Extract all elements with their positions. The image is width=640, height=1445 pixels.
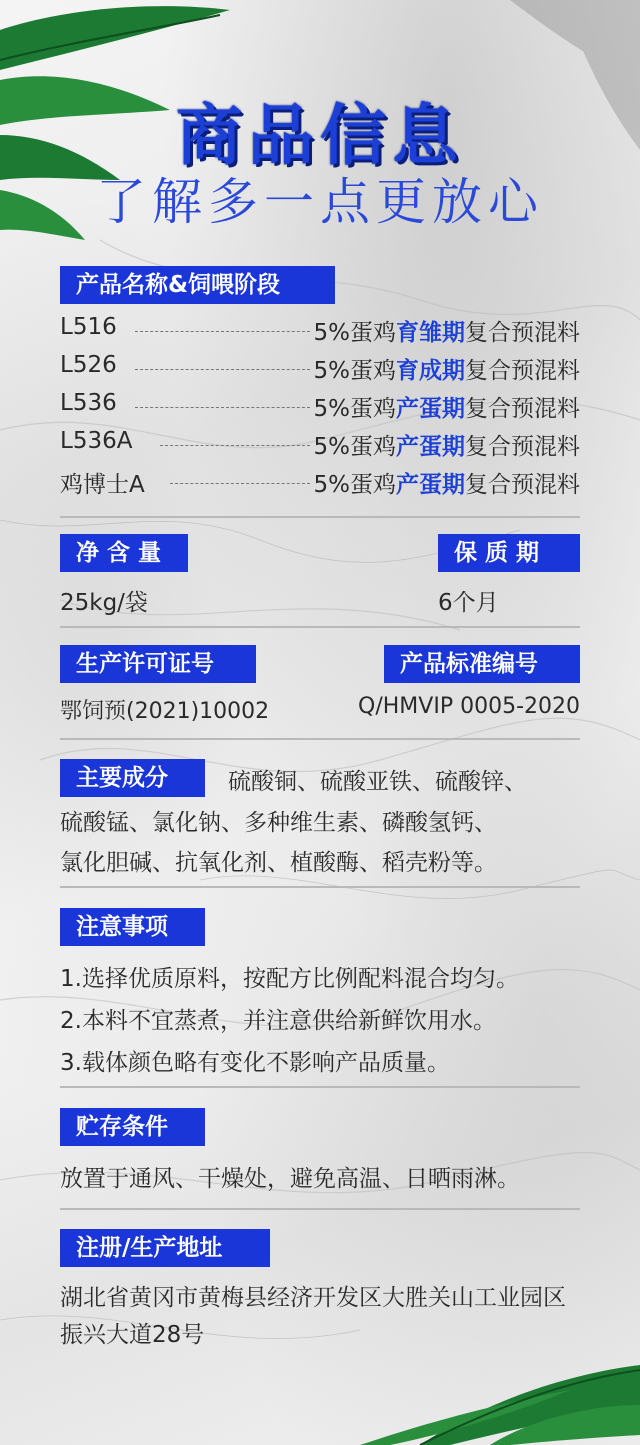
divider [60, 886, 580, 888]
shelf-life-label: 保 质 期 [438, 534, 580, 572]
standard-value: Q/HMVIP 0005-2020 [358, 694, 580, 719]
product-row [60, 352, 580, 386]
ingredients-line-2: 硫酸锰、氯化钠、多种维生素、磷酸氢钙、 [60, 810, 497, 836]
shelf-life-value: 6个月 [438, 590, 499, 616]
note-item: 1.选择优质原料，按配方比例配料混合均匀。 [60, 966, 519, 992]
product-code: L526 [60, 352, 117, 378]
license-value: 鄂饲预(2021)10002 [60, 699, 270, 724]
product-desc: 5%蛋鸡产蛋期复合预混料 [313, 434, 580, 460]
divider [60, 516, 580, 518]
license-label: 生产许可证号 [60, 645, 256, 683]
leader-dots [135, 407, 310, 408]
product-code: L536 [60, 390, 117, 416]
leader-dots [160, 445, 310, 446]
divider [60, 1208, 580, 1210]
note-item: 3.载体颜色略有变化不影响产品质量。 [60, 1050, 450, 1076]
product-code: L516 [60, 314, 117, 340]
palm-leaf-bottom-right [360, 1345, 640, 1445]
divider [60, 626, 580, 628]
ingredients-line-1: 硫酸铜、硫酸亚铁、硫酸锌、 [228, 769, 527, 795]
note-item: 2.本料不宜蒸煮，并注意供给新鲜饮用水。 [60, 1008, 496, 1034]
page-subtitle: 了解多一点更放心 [96, 173, 544, 231]
notes-label: 注意事项 [60, 908, 205, 946]
net-content-label: 净 含 量 [60, 534, 188, 572]
storage-value: 放置于通风、干燥处，避免高温、日晒雨淋。 [60, 1166, 520, 1192]
leader-dots [170, 483, 310, 484]
standard-label: 产品标准编号 [384, 645, 580, 683]
storage-label: 贮存条件 [60, 1108, 205, 1146]
products-label: 产品名称&饲喂阶段 [60, 266, 335, 304]
net-content-value: 25kg/袋 [60, 590, 148, 616]
product-code: L536A [60, 428, 133, 454]
product-code: 鸡博士A [60, 472, 145, 498]
product-row [60, 428, 580, 462]
address-label: 注册/生产地址 [60, 1229, 270, 1267]
product-row [60, 466, 580, 500]
product-desc: 5%蛋鸡产蛋期复合预混料 [313, 472, 580, 498]
ingredients-label: 主要成分 [60, 759, 205, 797]
product-desc: 5%蛋鸡产蛋期复合预混料 [313, 396, 580, 422]
ingredients-line-3: 氯化胆碱、抗氧化剂、植酸酶、稻壳粉等。 [60, 850, 497, 876]
product-row [60, 390, 580, 424]
divider [60, 1086, 580, 1088]
leader-dots [135, 331, 310, 332]
page-title: 商品信息 [176, 97, 464, 174]
address-value: 湖北省黄冈市黄梅县经济开发区大胜关山工业园区振兴大道28号 [60, 1285, 566, 1348]
product-desc: 5%蛋鸡育雏期复合预混料 [313, 320, 580, 346]
product-desc: 5%蛋鸡育成期复合预混料 [313, 358, 580, 384]
product-row [60, 314, 580, 348]
divider [60, 738, 580, 740]
leader-dots [135, 369, 310, 370]
